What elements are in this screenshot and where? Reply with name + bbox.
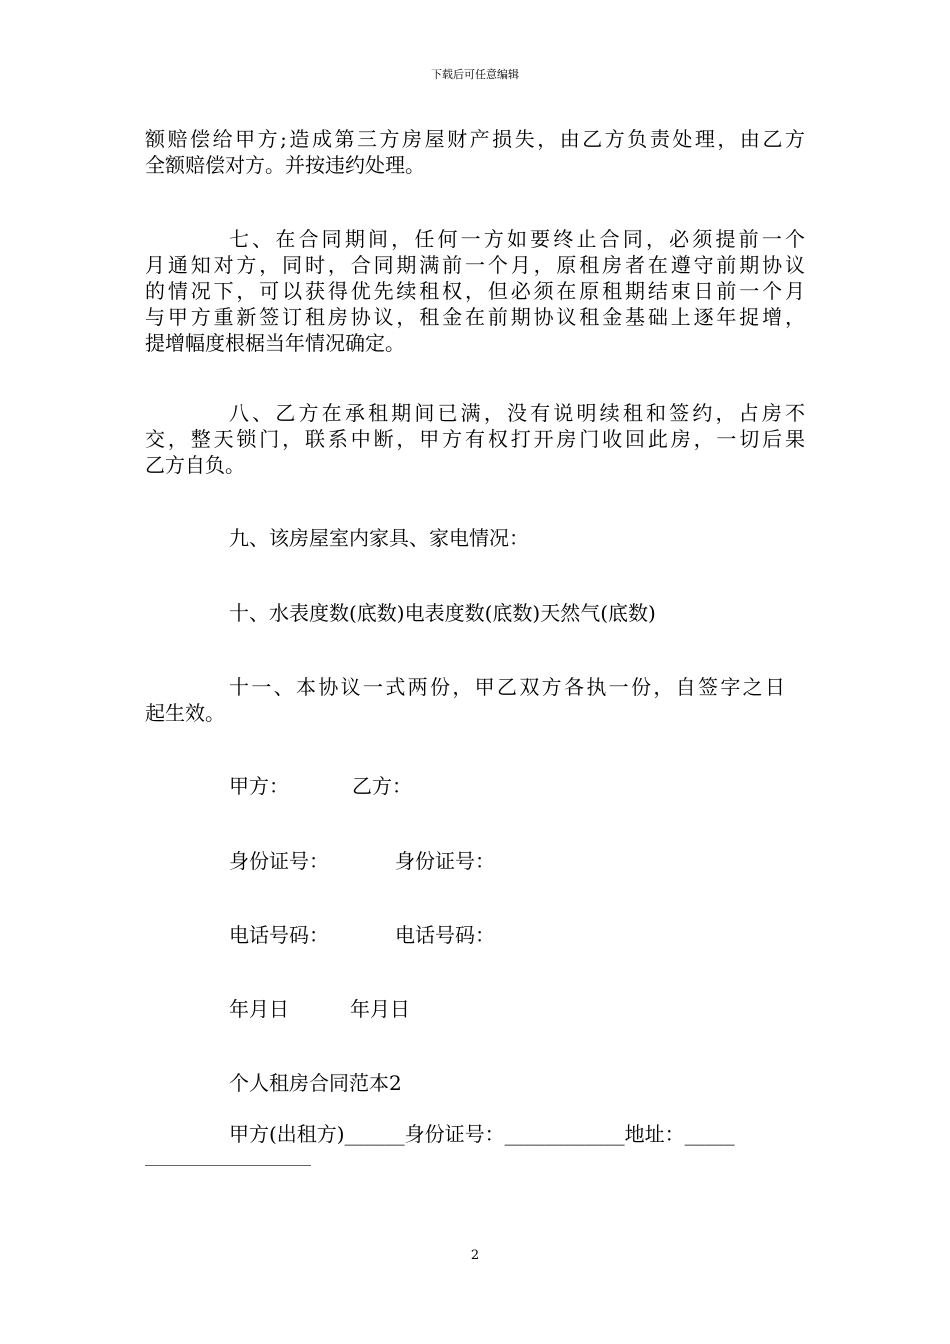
clause-9-line: 九、该房屋室内家具、家电情况： [229, 526, 529, 550]
second-contract-title: 个人租房合同范本2 [229, 1071, 402, 1095]
party-b-date: 年月日 [350, 997, 410, 1021]
page-number: 2 [470, 1248, 480, 1263]
clause-7-line: 七、在合同期间，任何一方如要终止合同，必须提前一个 [229, 227, 805, 251]
clause-11-line: 十一、本协议一式两份，甲乙双方各执一份，自签字之日 [229, 675, 785, 699]
clause-8-line: 交，整天锁门，联系中断，甲方有权打开房门收回此房，一切后果 [145, 427, 805, 451]
paragraph-line: 全额赔偿对方。并按违约处理。 [145, 153, 425, 177]
clause-8-line: 乙方自负。 [145, 453, 245, 477]
clause-7-line: 与甲方重新签订租房协议，租金在前期协议租金基础上逐年捉增， [145, 305, 805, 329]
party-a-label: 甲方： [229, 774, 289, 798]
clause-7-line: 的情况下，可以获得优先续租权，但必须在原租期结束日前一个月 [145, 279, 805, 303]
page-header: 下载后可任意编辑 [431, 68, 519, 81]
clause-7-line: 月通知对方，同时，合同期满前一个月，原租房者在遵守前期协议 [145, 253, 805, 277]
party-b-id-label: 身份证号： [395, 849, 495, 873]
party-b-phone-label: 电话号码： [395, 923, 495, 947]
clause-10-line: 十、水表度数(底数)电表度数(底数)天然气(底数) [229, 601, 656, 625]
clause-7-line: 提增幅度根椐当年情况确定。 [145, 331, 405, 355]
party-a-date: 年月日 [229, 997, 289, 1021]
party-a-id-label: 身份证号： [229, 849, 329, 873]
clause-11-line: 起生效。 [145, 701, 225, 725]
paragraph-line: 额赔偿给甲方;造成第三方房屋财产损失，由乙方负责处理，由乙方 [145, 127, 805, 151]
party-b-label: 乙方： [352, 774, 412, 798]
blank-underline [145, 1165, 311, 1166]
clause-8-line: 八、乙方在承租期间已满，没有说明续租和签约，占房不 [229, 401, 805, 425]
second-contract-lessor-line: 甲方(出租方)______身份证号：____________地址：_____ [229, 1122, 735, 1146]
party-a-phone-label: 电话号码： [229, 923, 329, 947]
